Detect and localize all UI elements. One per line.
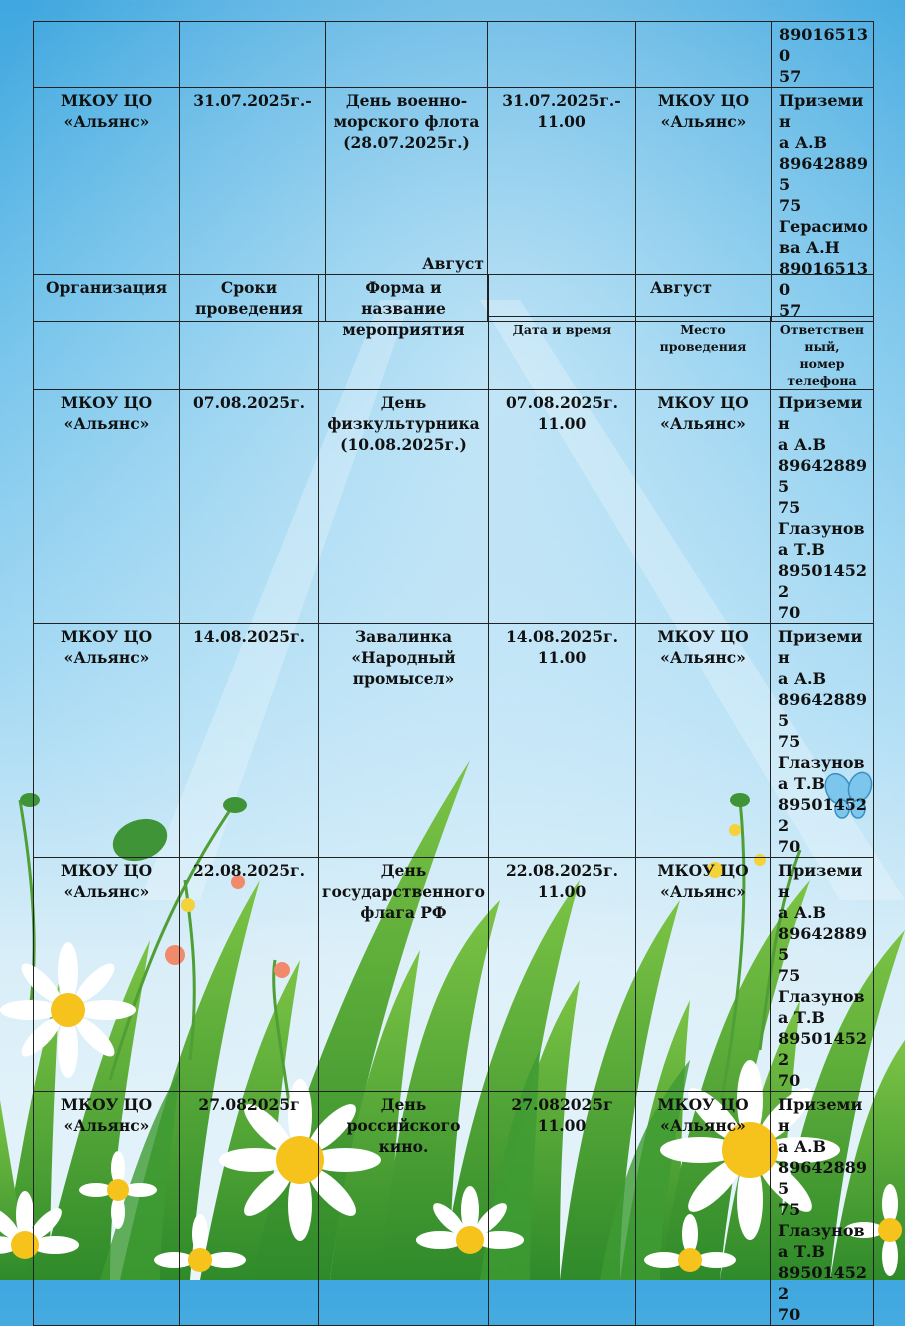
org-cell: [34, 624, 180, 858]
cell-text-line: морского флота: [333, 112, 480, 131]
cell-text-line: а А.В: [778, 669, 827, 688]
table-row: [34, 1092, 874, 1326]
cell-text-line: Сроки: [220, 278, 278, 297]
cell-text-line: МКОУ ЦО: [657, 393, 749, 412]
cell-text-line: Глазунов: [778, 987, 865, 1006]
header-event: [319, 275, 489, 390]
dates-cell: [180, 390, 319, 624]
cell-text-line: а А.В: [778, 903, 827, 922]
cell-text-line: флага РФ: [360, 903, 447, 922]
cell-text-line: 896428895: [778, 924, 868, 964]
cell-text-line: 31.07.2025г.-: [193, 91, 312, 110]
cell-text-line: «Альянс»: [63, 112, 150, 131]
header-org: [34, 275, 180, 390]
cell-text-line: «Альянс»: [63, 1116, 150, 1135]
cell-text-line: (10.08.2025г.): [340, 435, 467, 454]
cell-text-line: 27.082025г: [198, 1095, 300, 1114]
cell-text-line: проведения: [659, 339, 747, 354]
datetime-cell: [489, 1092, 636, 1326]
cell-text-line: ва А.Н: [779, 238, 840, 257]
month-title: Август: [422, 254, 484, 273]
cell-text-line: 31.07.2025г.-: [502, 91, 621, 110]
cell-text-line: МКОУ ЦО: [60, 861, 153, 880]
cell-text-line: «Альянс»: [63, 882, 150, 901]
cell-text-line: День: [380, 861, 427, 880]
cell-text-line: 895014522: [778, 1263, 868, 1303]
table-row: [34, 390, 874, 624]
responsible-cell: [771, 858, 874, 1092]
cell-text-line: 896428895: [779, 154, 869, 194]
cell-text-line: Организация: [45, 278, 168, 297]
cell-text-line: Глазунов: [778, 753, 865, 772]
cell-text-line: День российского: [346, 1095, 461, 1135]
cell-text-line: ный,: [804, 339, 840, 354]
place-cell: [636, 624, 771, 858]
dates-cell: [180, 1092, 319, 1326]
cell-text-line: 11.00: [537, 882, 587, 901]
cell-text-line: Приземин: [778, 861, 863, 901]
cell-text-line: Ответствен: [779, 322, 865, 337]
cell-text-line: 14.08.2025г.: [506, 627, 618, 646]
cell-text-line: Глазунов: [778, 1221, 865, 1240]
cell-text-line: «Альянс»: [660, 112, 747, 131]
cell-text-line: «Альянс»: [63, 414, 150, 433]
cell-text-line: а А.В: [778, 435, 827, 454]
cell-text-line: а Т.В: [778, 1242, 825, 1261]
cell-text-line: 27.082025г: [511, 1095, 613, 1114]
event-cell: [319, 390, 489, 624]
cell-text-line: физкультурника: [327, 414, 480, 433]
cell-text-line: 11.00: [537, 112, 586, 131]
cell-text-line: Приземин: [778, 393, 863, 433]
cell-text-line: Место: [680, 322, 726, 337]
cell-text-line: 14.08.2025г.: [193, 627, 305, 646]
cell-text-line: «Альянс»: [660, 648, 746, 667]
dates-cell: [180, 858, 319, 1092]
responsible-cell: [771, 624, 874, 858]
datetime-cell: [488, 22, 636, 88]
cell-text-line: 75: [778, 966, 801, 985]
cell-text-line: проведения: [195, 299, 303, 318]
datetime-cell: [489, 858, 636, 1092]
cell-text-line: 70: [778, 1305, 801, 1324]
event-cell: [319, 624, 489, 858]
cell-text-line: 57: [779, 301, 802, 320]
cell-text-line: 895014522: [778, 795, 868, 835]
cell-text-line: Герасимо: [779, 217, 868, 236]
header-responsible: [771, 317, 874, 390]
cell-text-line: Глазунов: [778, 519, 865, 538]
org-cell: [34, 390, 180, 624]
cell-text-line: «Альянс»: [660, 1116, 746, 1135]
cell-text-line: День военно-: [345, 91, 468, 110]
cell-text-line: 75: [778, 1200, 801, 1219]
event-cell: [319, 1092, 489, 1326]
cell-text-line: Август: [650, 278, 712, 297]
cell-text-line: 07.08.2025г.: [506, 393, 618, 412]
responsible-cell: [772, 22, 874, 88]
cell-text-line: МКОУ ЦО: [60, 1095, 153, 1114]
header-place: [636, 317, 771, 390]
org-cell: [34, 22, 180, 88]
header-datetime: [489, 317, 636, 390]
org-cell: [34, 1092, 180, 1326]
cell-text-line: День: [380, 393, 427, 412]
place-cell: [636, 1092, 771, 1326]
cell-text-line: Приземин: [779, 91, 864, 131]
datetime-cell: [489, 390, 636, 624]
event-cell: [319, 858, 489, 1092]
cell-text-line: 75: [778, 498, 801, 517]
org-cell: [34, 858, 180, 1092]
cell-text-line: «Альянс»: [660, 882, 746, 901]
table-row: [34, 858, 874, 1092]
cell-text-line: 70: [778, 603, 801, 622]
cell-text-line: промысел»: [352, 669, 455, 688]
august-table: [33, 274, 874, 1326]
cell-text-line: 70: [778, 837, 801, 856]
header-dates: [180, 275, 319, 390]
cell-text-line: а А.В: [778, 1137, 827, 1156]
cell-text-line: Приземин: [778, 627, 863, 667]
cell-text-line: 895014522: [778, 1029, 868, 1069]
cell-text-line: а Т.В: [778, 774, 825, 793]
header-row: [34, 275, 874, 317]
cell-text-line: 896428895: [778, 690, 868, 730]
cell-text-line: МКОУ ЦО: [60, 627, 153, 646]
cell-text-line: 895014522: [778, 561, 868, 601]
cell-text-line: 75: [778, 732, 801, 751]
place-cell: [636, 22, 772, 88]
cell-text-line: 11.00: [537, 1116, 587, 1135]
cell-text-line: МКОУ ЦО: [657, 861, 749, 880]
cell-text-line: государственного: [322, 882, 485, 901]
dates-cell: [180, 22, 326, 88]
responsible-cell: [771, 1092, 874, 1326]
cell-text-line: «Народный: [351, 648, 456, 667]
cell-text-line: телефона: [787, 373, 857, 388]
table-row: [34, 624, 874, 858]
cell-text-line: 57: [779, 67, 802, 86]
cell-text-line: а Т.В: [778, 1008, 825, 1027]
cell-text-line: а Т.В: [778, 540, 825, 559]
cell-text-line: номер: [799, 356, 845, 371]
cell-text-line: 896428895: [778, 456, 868, 496]
cell-text-line: 11.00: [537, 648, 587, 667]
cell-text-line: 07.08.2025г.: [193, 393, 305, 412]
event-cell: [326, 22, 488, 88]
cell-text-line: Форма и название: [361, 278, 446, 318]
cell-text-line: кино.: [378, 1137, 429, 1156]
cell-text-line: МКОУ ЦО: [657, 1095, 749, 1114]
cell-text-line: 70: [778, 1071, 801, 1090]
header-month-group: [489, 275, 874, 317]
dates-cell: [180, 624, 319, 858]
cell-text-line: 22.08.2025г.: [506, 861, 618, 880]
cell-text-line: 11.00: [537, 414, 587, 433]
cell-text-line: 890165130: [779, 25, 869, 65]
cell-text-line: 22.08.2025г.: [193, 861, 305, 880]
cell-text-line: «Альянс»: [63, 648, 150, 667]
place-cell: [636, 858, 771, 1092]
cell-text-line: «Альянс»: [660, 414, 746, 433]
cell-text-line: 890165130: [779, 259, 869, 299]
cell-text-line: МКОУ ЦО: [657, 91, 750, 110]
cell-text-line: 75: [779, 196, 802, 215]
responsible-cell: [771, 390, 874, 624]
cell-text-line: Завалинка: [354, 627, 453, 646]
cell-text-line: Приземин: [778, 1095, 863, 1135]
cell-text-line: Дата и время: [512, 322, 612, 337]
cell-text-line: 896428895: [778, 1158, 868, 1198]
place-cell: [636, 390, 771, 624]
table-row: [34, 22, 874, 88]
cell-text-line: МКОУ ЦО: [657, 627, 749, 646]
cell-text-line: МКОУ ЦО: [60, 393, 153, 412]
cell-text-line: а А.В: [779, 133, 828, 152]
cell-text-line: МКОУ ЦО: [60, 91, 153, 110]
datetime-cell: [489, 624, 636, 858]
cell-text-line: мероприятия: [342, 320, 465, 339]
cell-text-line: (28.07.2025г.): [343, 133, 470, 152]
